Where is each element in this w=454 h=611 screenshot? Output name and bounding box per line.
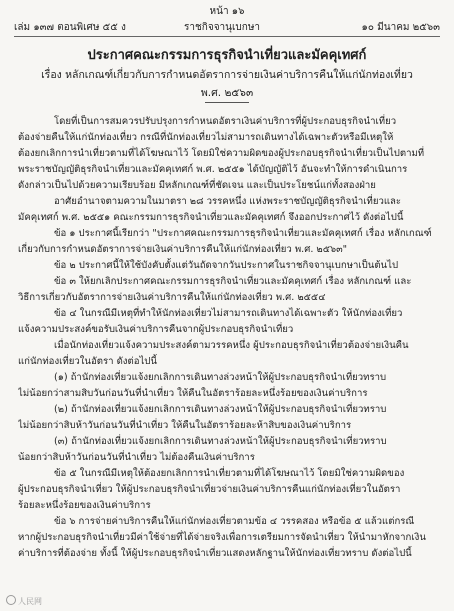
- body-line: ข้อ ๕ ในกรณีมีเหตุให้ต้องยกเลิกการนำเที่ยวตามที่ได้โฆษณาไว้ โดยมิใช่ความผิดของ: [54, 468, 405, 479]
- body-line: แก่นักท่องเที่ยวในอัตรา ดังต่อไปนี้: [18, 356, 157, 367]
- gazette-name: ราชกิจจานุเบกษา: [184, 22, 261, 33]
- doc-year: พ.ศ. ๒๕๖๓: [200, 87, 254, 99]
- body-line: เมื่อนักท่องเที่ยวแจ้งความประสงค์ตามวรรคหนึ่ง ผู้ประกอบธุรกิจนำเที่ยวต้องจ่ายเงินคืน: [54, 340, 409, 351]
- body-line: ข้อ ๔ ในกรณีมีเหตุที่ทำให้นักท่องเที่ยวไม่สามารถเดินทางได้เฉพาะตัว ให้นักท่องเที่ยว: [54, 308, 403, 319]
- gazette-date: ๑๐ มีนาคม ๒๕๖๓: [361, 22, 440, 33]
- header-divider: [14, 36, 440, 37]
- body-line: ข้อ ๑ ประกาศนี้เรียกว่า "ประกาศคณะกรรมการธุรกิจนำเที่ยวและมัคคุเทศก์ เรื่อง หลักเกณฑ์: [54, 228, 432, 239]
- body-line: พระราชบัญญัติธุรกิจนำเที่ยวและมัคคุเทศก์ พ.ศ. ๒๕๕๑ ได้บัญญัติไว้ อันจะทำให้การดำเนินการ: [18, 164, 408, 175]
- body-line: เกี่ยวกับการกำหนดอัตราการจ่ายเงินค่าบริการคืนให้แก่นักท่องเที่ยว พ.ศ. ๒๕๖๓": [18, 244, 348, 255]
- body-line: ต้องจ่ายคืนให้แก่นักท่องเที่ยว กรณีที่นักท่องเที่ยวไม่สามารถเดินทางได้เฉพาะตัวหรือมีเหตุให้: [18, 132, 394, 143]
- body-line: ดังกล่าวเป็นไปด้วยความเรียบร้อย มีหลักเกณฑ์ที่ชัดเจน และเป็นประโยชน์แก่ทั้งสองฝ่าย: [18, 180, 376, 191]
- body-line: วิธีการเกี่ยวกับอัตราการจ่ายเงินค่าบริการคืนให้แก่นักท่องเที่ยว พ.ศ. ๒๕๕๔: [18, 292, 326, 303]
- body-line: ต้องยกเลิกการนำเที่ยวตามที่ได้โฆษณาไว้ โดยมิใช่ความผิดของผู้ประกอบธุรกิจนำเที่ยวเป็นไปตามที่: [18, 148, 425, 159]
- page-number: หน้า ๑๖: [209, 6, 245, 17]
- body-line: หากผู้ประกอบธุรกิจนำเที่ยวมีค่าใช้จ่ายที่ได้จ่ายจริงเพื่อการเตรียมการจัดนำเที่ยว ให้นำมาหักจากเงิน: [18, 532, 426, 543]
- doc-title: ประกาศคณะกรรมการธุรกิจนำเที่ยวและมัคคุเทศก์: [87, 48, 367, 63]
- body-line: โดยที่เป็นการสมควรปรับปรุงการกำหนดอัตราเงินค่าบริการที่ผู้ประกอบธุรกิจนำเที่ยว: [54, 116, 397, 127]
- gazette-header: [14, 20, 440, 34]
- body-line: แจ้งความประสงค์ขอรับเงินค่าบริการคืนจากผู้ประกอบธุรกิจนำเที่ยว: [18, 324, 294, 335]
- body-line: (๑) ถ้านักท่องเที่ยวแจ้งยกเลิกการเดินทางล่วงหน้าให้ผู้ประกอบธุรกิจนำเที่ยวทราบ: [54, 372, 387, 383]
- body-line: ผู้ประกอบธุรกิจนำเที่ยว ให้ผู้ประกอบธุรกิจนำเที่ยวจ่ายเงินค่าบริการคืนแก่นักท่องเที่ยวในอัตรา: [18, 484, 401, 495]
- body-line: ข้อ ๖ การจ่ายค่าบริการคืนให้แก่นักท่องเที่ยวตามข้อ ๔ วรรคสอง หรือข้อ ๕ แล้วแต่กรณี: [54, 516, 415, 527]
- watermark: [6, 595, 42, 607]
- body-line: ข้อ ๓ ให้ยกเลิกประกาศคณะกรรมการธุรกิจนำเที่ยวและมัคคุเทศก์ เรื่อง หลักเกณฑ์ และ: [54, 276, 412, 287]
- body-line: ข้อ ๒ ประกาศนี้ให้ใช้บังคับตั้งแต่วันถัดจากวันประกาศในราชกิจจานุเบกษาเป็นต้นไป: [54, 260, 399, 271]
- body-line: ค่าบริการที่ต้องจ่าย ทั้งนี้ ให้ผู้ประกอบธุรกิจนำเที่ยวแสดงหลักฐานให้นักท่องเที่ยวทราบ ดังต่อไปนี้: [18, 548, 412, 559]
- volume-info: เล่ม ๑๓๗ ตอนพิเศษ ๕๕ ง: [14, 22, 126, 33]
- watermark-icon: [6, 595, 16, 605]
- body-line: (๒) ถ้านักท่องเที่ยวแจ้งยกเลิกการเดินทางล่วงหน้าให้ผู้ประกอบธุรกิจนำเที่ยวทราบ: [54, 404, 387, 415]
- body-line: ร้อยละหนึ่งร้อยของเงินค่าบริการ: [18, 500, 151, 511]
- body-line: ไม่น้อยกว่าสิบห้าวันก่อนวันที่นำเที่ยว ให้คืนในอัตราร้อยละห้าสิบของเงินค่าบริการ: [18, 420, 352, 431]
- title-separator: [205, 102, 249, 103]
- body-line: มัคคุเทศก์ พ.ศ. ๒๕๕๑ คณะกรรมการธุรกิจนำเที่ยวและมัคคุเทศก์ จึงออกประกาศไว้ ดังต่อไปนี้: [18, 212, 404, 223]
- doc-body: [18, 114, 438, 562]
- body-line: (๓) ถ้านักท่องเที่ยวแจ้งยกเลิกการเดินทางล่วงหน้าให้ผู้ประกอบธุรกิจนำเที่ยวทราบ: [54, 436, 387, 447]
- body-line: ไม่น้อยกว่าสามสิบวันก่อนวันที่นำเที่ยว ให้คืนในอัตราร้อยละหนึ่งร้อยของเงินค่าบริการ: [18, 388, 368, 399]
- body-line: อาศัยอำนาจตามความในมาตรา ๒๘ วรรคหนึ่ง แห่งพระราชบัญญัติธุรกิจนำเที่ยวและ: [54, 196, 402, 207]
- doc-subject: เรื่อง หลักเกณฑ์เกี่ยวกับการกำหนดอัตราการจ่ายเงินค่าบริการคืนให้แก่นักท่องเที่ยว: [41, 69, 413, 81]
- body-line: น้อยกว่าสิบห้าวันก่อนวันที่นำเที่ยว ไม่ต้องคืนเงินค่าบริการ: [18, 452, 255, 463]
- watermark-text: 人民网: [18, 597, 42, 606]
